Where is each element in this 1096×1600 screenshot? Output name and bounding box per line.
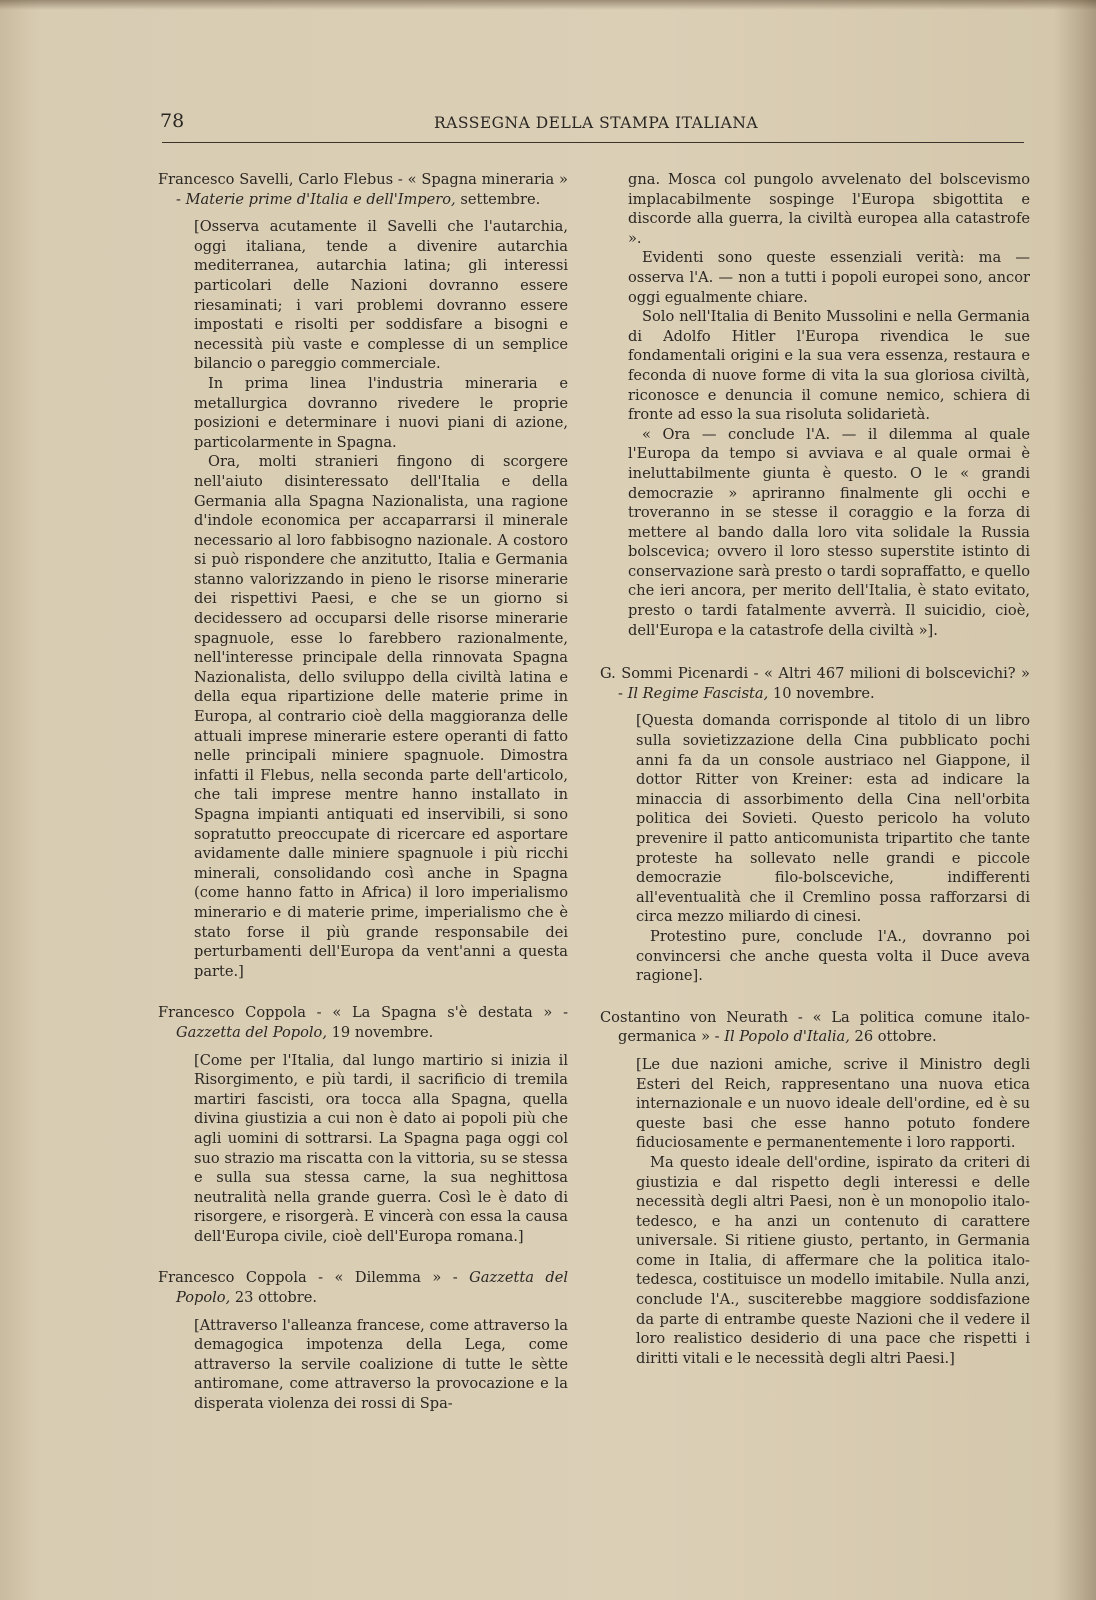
page-top-shadow	[0, 0, 1096, 10]
abstract-paragraph: Solo nell'Italia di Benito Mussolini e nella Germania di Adolfo Hitler l'Europa rivendica le sue fondamentali origini e la sua vera essenza, restaura e feconda di nuove forme di vita la sua gloriosa civiltà, riconosce e denuncia il comune nemico, schiera di fronte ad esso la sua risoluta solidarietà.	[628, 308, 1030, 424]
citation-source: Gazzetta del Popolo,	[176, 1023, 327, 1041]
citation-date: 23 ottobre.	[234, 1289, 317, 1307]
citation: Francesco Coppola - « Dilemma » - Gazzetta del Popolo, 23 ottobre.	[158, 1269, 569, 1307]
abstract-paragraph: Protestino pure, conclude l'A., dovranno poi convincersi che anche questa volta il Duce aveva ragione].	[636, 927, 1030, 985]
page-header	[160, 108, 1025, 144]
page-edge-shadow	[1054, 0, 1096, 1600]
citation: Costantino von Neurath - « La politica comune italo-germanica » - Il Popolo d'Italia, 26 ottobre.	[600, 1008, 1030, 1046]
abstract	[600, 1055, 1030, 1369]
abstract-paragraph: [Attraverso l'alleanza francese, come attraverso la demagogica impotenza della Lega, come attraverso la servile coalizione di tutte le sètte antiromane, come attraverso la provocazione e la disperata violenza dei rossi di Spa-	[194, 1316, 568, 1413]
header-rule	[162, 142, 1024, 143]
citation-article: « Spagna mineraria »	[407, 171, 568, 188]
page-number: 78	[160, 110, 185, 132]
running-title: RASSEGNA DELLA STAMPA ITALIANA	[434, 114, 759, 132]
abstract-paragraph: [Le due nazioni amiche, scrive il Ministro degli Esteri del Reich, rappresentano una nuova etica internazionale e un nuovo ideale dell'ordine, ed è su queste basi che esse hanno potuto fondere fiduciosamente e permanentemente i loro rapporti.	[636, 1055, 1030, 1152]
citation: Francesco Savelli, Carlo Flebus - « Spagna mineraria » - Materie prime d'Italia e dell'Impero, settembre.	[158, 171, 568, 208]
citation-source: Materie prime d'Italia e dell'Impero,	[185, 190, 456, 208]
citation-author: G. Sommi Picenardi	[600, 665, 749, 683]
citation-source: Gazzetta del Popolo,	[176, 1269, 569, 1307]
citation-article: « La Spagna s'è destata »	[332, 1004, 553, 1022]
abstract	[600, 711, 1030, 985]
right-column	[600, 170, 1030, 1390]
citation-source: Il Regime Fascista,	[627, 684, 769, 702]
citation-date: 10 novembre.	[772, 684, 875, 702]
review-entry	[158, 1268, 568, 1413]
citation-author: Francesco Savelli, Carlo Flebus	[158, 171, 394, 188]
citation: Francesco Coppola - « La Spagna s'è destata » - Gazzetta del Popolo, 19 novembre.	[158, 1004, 569, 1041]
abstract	[158, 1051, 568, 1247]
citation-author: Francesco Coppola	[158, 1269, 307, 1287]
citation-date: settembre.	[460, 190, 541, 208]
review-entry	[600, 664, 1030, 986]
abstract	[158, 1316, 568, 1414]
review-entry	[158, 170, 568, 981]
review-entry	[600, 1008, 1030, 1369]
abstract-paragraph: Evidenti sono queste essenziali verità: ma — osserva l'A. — non a tutti i popoli europei sono, ancor oggi egualmente chiare.	[628, 249, 1030, 306]
citation: G. Sommi Picenardi - « Altri 467 milioni di bolscevichi? » - Il Regime Fascista, 10 novembre.	[600, 665, 1030, 702]
abstract-paragraph: « Ora — conclude l'A. — il dilemma al quale l'Europa da tempo si avviava e al quale ormai è ineluttabilmente giunta è questo. O le « grandi democrazie » apriranno finalmente gli occhi e troveranno in se stesse il coraggio e la forza di mettere al bando dalla loro vita solidale la Russia bolscevica; ovvero il loro stesso superstite istinto di conservazione sarà presto o tardi sopraffatto, e quello che ieri ancora, per merito dell'Italia, è stato evitato, presto o tardi fatalmente avverrà. Il suicidio, cioè, dell'Europa e la catastrofe della civiltà »].	[628, 425, 1030, 639]
citation-author: Costantino von Neurath	[600, 1008, 788, 1026]
citation-date: 19 novembre.	[331, 1023, 434, 1041]
citation-author: Francesco Coppola	[158, 1004, 306, 1022]
abstract-paragraph: [Osserva acutamente il Savelli che l'autarchia, oggi italiana, tende a divenire autarchia mediterranea, autarchia latina; gli interessi particolari delle Nazioni dovranno essere riesaminati; i vari problemi dovranno essere impostati e risolti per soddisfare a bisogni e necessità più vaste e complesse di un semplice bilancio o pareggio commerciale.	[194, 218, 568, 373]
continued-abstract	[600, 170, 1030, 640]
citation-source: Il Popolo d'Italia,	[724, 1028, 850, 1046]
citation-date: 26 ottobre.	[854, 1028, 937, 1046]
abstract-paragraph: In prima linea l'industria mineraria e metallurgica dovranno rivedere le proprie posizioni e determinare i nuovi piani di azione, particolarmente in Spagna.	[194, 374, 568, 451]
citation-article: « Altri 467 milioni di bolscevichi? »	[764, 665, 1030, 683]
review-entry	[158, 1003, 568, 1246]
left-column	[158, 170, 568, 1436]
abstract	[158, 217, 568, 981]
abstract-paragraph: Ora, molti stranieri fingono di scorgere nell'aiuto disinteressato dell'Italia e della Germania alla Spagna Nazionalista, una ragione d'indole economica per accaparrarsi il minerale necessario al loro fabbisogno nazionale. A costoro si può rispondere che anzitutto, Italia e Germania stanno valorizzando in pieno le risorse minerarie dei rispettivi Paesi, e che se un giorno si decidessero ad occuparsi delle risorse minerarie spagnuole, esse lo farebbero razionalmente, nell'interesse principale della rinnovata Spagna Nazionalista, dello sviluppo della civiltà latina e della equa ripartizione delle materie prime in Europa, al contrario cioè della maggioranza delle attuali imprese minerarie estere operanti di fatto nelle principali miniere spagnuole. Dimostra infatti il Flebus, nella seconda parte dell'articolo, che tali imprese mentre hanno installato in Spagna impianti antiquati ed inservibili, si sono sopratutto preoccupate di ricercare ed asportare avidamente dalle miniere spagnuole i più ricchi minerali, consolidando così anche in Spagna (come hanno fatto in Africa) il loro imperialismo minerario e di materie prime, imperialismo che è stato forse il più grande responsabile dei perturbamenti dell'Europa da vent'anni a questa parte.]	[194, 453, 568, 980]
abstract-paragraph: [Come per l'Italia, dal lungo martirio si inizia il Risorgimento, e più tardi, il sacrificio di tremila martiri fascisti, ora tocca alla Spagna, quella divina giustizia a cui non è dato ai popoli più che agli uomini di sottrarsi. La Spagna paga oggi col suo strazio ma riscatta con la vittoria, su se stessa e sulla sua stessa carne, la sua neghittosa neutralità nella grande guerra. Così le è dato di risorgere, e risorgerà. E vincerà con essa la causa dell'Europa civile, cioè dell'Europa romana.]	[194, 1051, 568, 1245]
abstract-paragraph: Ma questo ideale dell'ordine, ispirato da criteri di giustizia e dal rispetto degli interessi e delle necessità degli altri Paesi, non è un monopolio italo-tedesco, e ha anzi un contenuto di carattere universale. Si ritiene giusto, pertanto, in Germania come in Italia, di affermare che la politica italo-tedesca, costituisce un modello imitabile. Nulla anzi, conclude l'A., susciterebbe maggiore soddisfazione da parte di entrambe queste Nazioni che il vedere il loro realistico desiderio di una pace che rispetti i diritti vitali e le necessità degli altri Paesi.]	[636, 1153, 1030, 1367]
abstract-paragraph: gna. Mosca col pungolo avvelenato del bolscevismo implacabilmente sospinge l'Europa sbigottita e discorde alla guerra, la civiltà europea alla catastrofe ».	[628, 171, 1030, 247]
citation-article: « Dilemma »	[334, 1269, 442, 1287]
abstract-paragraph: [Questa domanda corrisponde al titolo di un libro sulla sovietizzazione della Cina pubblicato pochi anni fa da un console austriaco nel Giappone, il dottor Ritter von Kreiner: esta ad indicare la minaccia di assorbimento della Cina nell'orbita politica dei Sovieti. Questo pericolo ha voluto prevenire il patto anticomunista tripartito che tante proteste ha sollevato nelle grandi e piccole democrazie filo-bolsceviche, indifferenti all'eventualità che il Cremlino possa rafforzarsi di circa mezzo miliardo di cinesi.	[636, 712, 1030, 926]
citation-article: « La politica comune italo-germanica »	[618, 1008, 1030, 1046]
